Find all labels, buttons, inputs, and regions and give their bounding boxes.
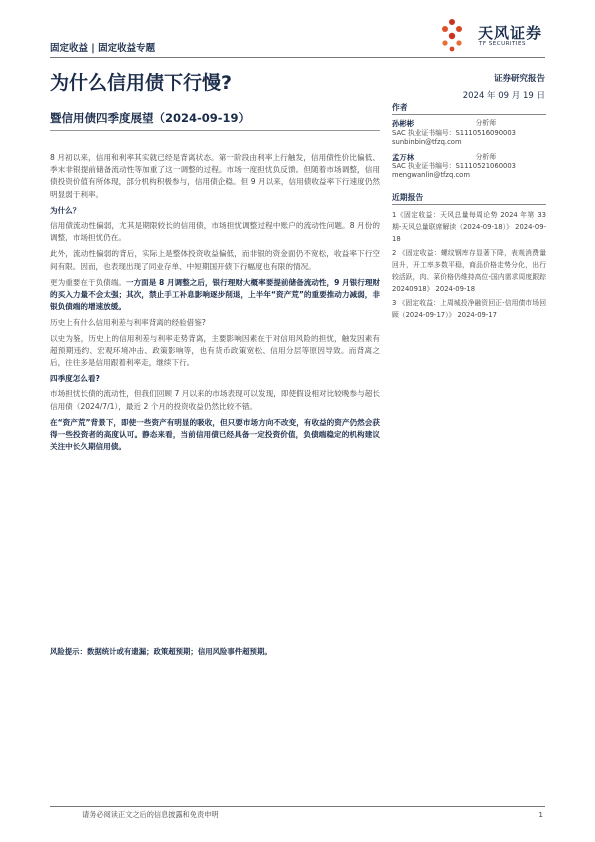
author-name: 孙彬彬	[392, 119, 415, 129]
author-card	[392, 119, 546, 147]
author-card	[392, 153, 546, 181]
liability-lead: 更为重要在于负债端。	[50, 277, 126, 287]
logo-mark-icon	[442, 19, 462, 51]
author-email[interactable]: sunbinbin@tfzq.com	[392, 138, 462, 147]
paragraph-liability	[50, 277, 380, 314]
recent-report-item[interactable]: 2 《固定收益：螺纹钢库存显著下降，表观消费量回升，开工率多数平稳，商品价格走势分化，出行较活跃，肉、菜价格仍维持高位-国内需求周度跟踪20240918》 2024-09-18	[392, 249, 546, 294]
recent-report-item[interactable]: 1《固定收益：天风总量每周论势 2024 年第 33 期-天风总量联席解读（2024-09-18）》 2024-09-18	[392, 211, 546, 244]
footer-disclaimer: 请务必阅读正文之后的信息披露和免责申明	[82, 810, 219, 819]
header-divider	[50, 57, 545, 58]
paragraph-q4: 市场担忧长债的流动性，但我们回顾 7 月以来的市场表现可以发现，即使假设相对比较晚参与超长信用债（2024/7/1），最近 2 个月的投资收益仍然比较不错。	[50, 389, 380, 411]
logo-cn-text: 天风证券	[478, 24, 543, 42]
risk-notice: 风险提示：数据统计或有遗漏；政策超预期；信用风险事件超预期。	[50, 647, 272, 656]
author-role: 分析师	[475, 119, 496, 128]
author-email[interactable]: mengwanlin@tfzq.com	[392, 171, 470, 180]
paragraph-conclusion: 在“资产荒”背景下，即使一些资产有明显的吸收，但只要市场方向不改变，有收益的资产仍然会获得一些投资者的高度认可。静态来看，当前信用债已经具备一定投资价值，负债端稳定的机构建议关注中长久期信用债。	[50, 417, 380, 452]
author-name: 孟万林	[392, 152, 415, 162]
header-category: 固定收益 | 固定收益专题	[50, 43, 156, 54]
sidebar	[392, 103, 546, 323]
report-title: 为什么信用债下行慢?	[50, 72, 233, 94]
heading-q4: 四季度怎么看?	[50, 374, 100, 384]
author-cert: SAC 执业证书编号：S1110521060003	[392, 162, 516, 171]
paragraph-liquidity: 信用债流动性偏弱，尤其是期限较长的信用债，市场担忧调整过程中账户的流动性问题。8 月份的调整，市场担忧仍在。	[50, 221, 380, 243]
logo-en-text: TF SECURITIES	[479, 41, 526, 47]
recent-report-item[interactable]: 3 《固定收益：上周城投净融资回正-信用债市场回顾（2024-09-17）》 2024-09-17	[392, 299, 546, 320]
report-subtitle: 暨信用债四季度展望（2024-09-19）	[50, 111, 251, 125]
footer-divider	[50, 806, 545, 807]
report-type: 证券研究报告	[493, 74, 545, 84]
main-body	[50, 152, 380, 457]
authors-heading: 作者	[392, 103, 546, 115]
author-role: 分析师	[475, 152, 496, 161]
heading-history: 历史上有什么信用利差与利率背离的经验借鉴?	[50, 318, 206, 328]
title-divider	[50, 130, 380, 131]
page-number: 1	[538, 810, 543, 819]
heading-why: 为什么？	[50, 205, 81, 215]
liability-emphasis: 一方面是 8 月调整之后，银行理财大概率要提前储备流动性，9 月银行理财的买入力量不会太强；其次，禁止手工补息影响逐步削退，上半年“资产荒”的重要推动力减弱，非银负债端的增速放缓。	[50, 277, 381, 312]
author-cert: SAC 执业证书编号：S1110516090003	[392, 128, 516, 137]
recent-reports-heading: 近期报告	[392, 193, 546, 205]
paragraph-returns: 此外，流动性偏弱的背后，实际上是整体投资收益偏低，而非银的资金面仍不宽松，收益率下行空间有限。因而，也表现出现了同业存单、中短期国开债下行幅度也有限的情况。	[50, 249, 380, 271]
paragraph-intro: 8 月初以来，信用和利率其实就已经是背离状态。第一阶段由利率上行触发，信用债性价比偏低、季末非银提前储备流动性等加重了这一调整的过程。市场一度担忧负反馈。但随着市场调整，信用债投资价值有所体现，部分机构积极参与，信用债企稳。但 9 月以来，信用债收益率下行速度仍然明显弱于利率。	[50, 153, 380, 199]
paragraph-history: 以史为鉴，历史上的信用利差与利率走势背离，主要影响因素在于对信用风险的担忧，触发因素有超预期违约、宏观环境冲击、政策影响等，也有货币政策宽松、信用分层等原因导致。而背离之后，往往多是信用跟着利率走，继续下行。	[50, 333, 380, 368]
report-date: 2024 年 09 月 19 日	[462, 91, 545, 101]
